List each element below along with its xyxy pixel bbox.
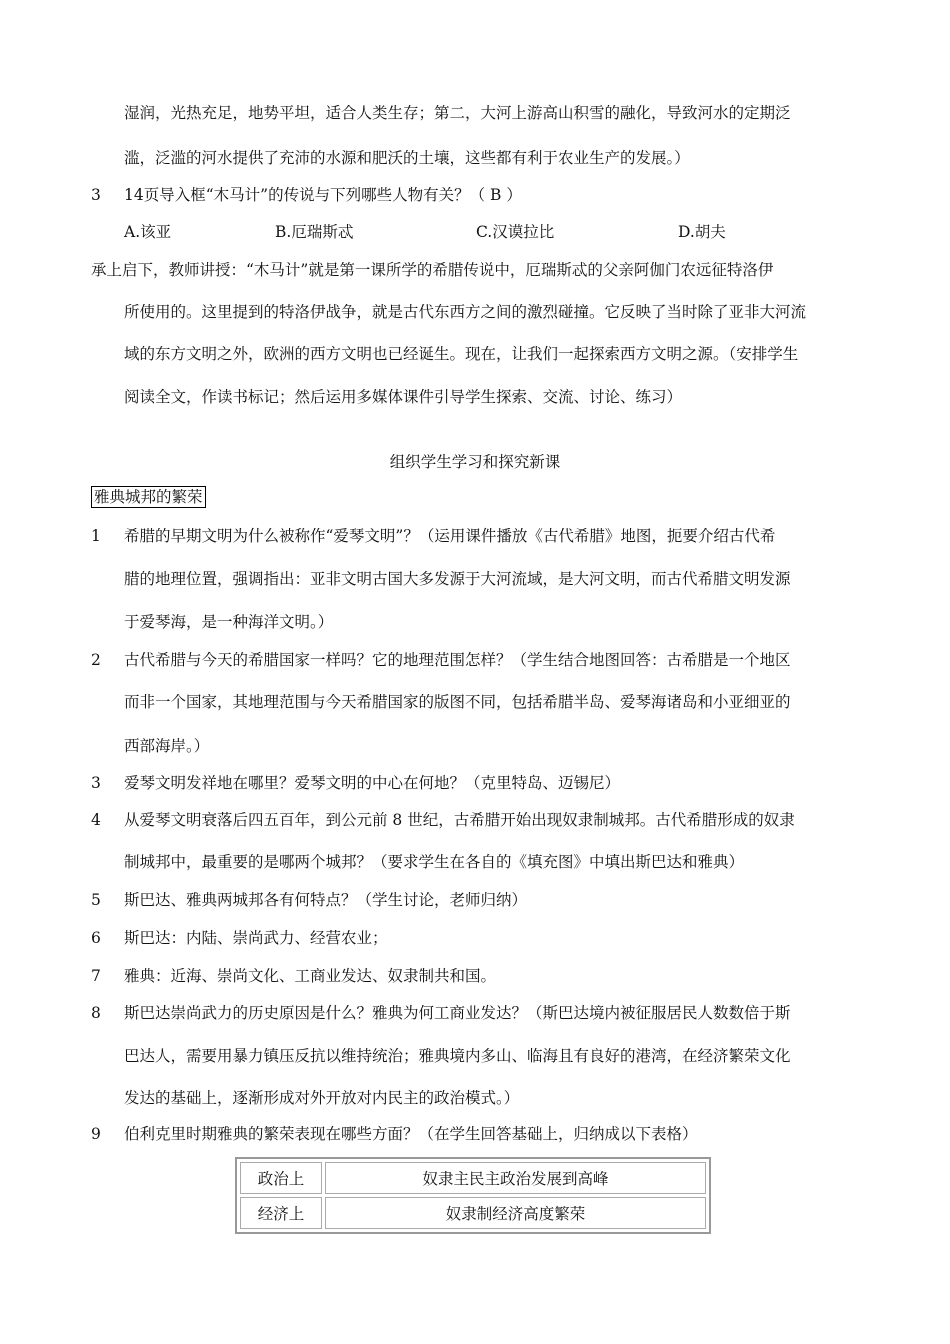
q3-option-b: B.厄瑞斯忒 — [275, 223, 354, 241]
item-line: 古代希腊与今天的希腊国家一样吗？它的地理范围怎样？（学生结合地图回答：古希腊是一个地区 — [124, 651, 791, 669]
item-line: 腊的地理位置，强调指出：亚非文明古国大多发源于大河流域，是大河文明，而古代希腊文明发源 — [124, 570, 791, 588]
section-title: 组织学生学习和探究新课 — [389, 453, 561, 471]
intro-line-2: 滥，泛滥的河水提供了充沛的水源和肥沃的土壤，这些都有利于农业生产的发展。） — [124, 149, 690, 167]
q3-number: 3 — [91, 186, 101, 204]
item-line: 巴达人，需要用暴力镇压反抗以维持统治；雅典境内多山、临海且有良好的港湾，在经济繁荣文化 — [124, 1047, 791, 1065]
item-line: 希腊的早期文明为什么被称作“爱琴文明”？（运用课件播放《古代希腊》地图，扼要介绍古代希 — [124, 527, 776, 545]
summary-table — [235, 1157, 711, 1234]
transition-line-4: 阅读全文，作读书标记；然后运用多媒体课件引导学生探索、交流、讨论、练习） — [124, 388, 683, 406]
item-line: 爱琴文明发祥地在哪里？爱琴文明的中心在何地？（克里特岛、迈锡尼） — [124, 774, 621, 792]
item-line: 伯利克里时期雅典的繁荣表现在哪些方面？（在学生回答基础上，归纳成以下表格） — [124, 1125, 698, 1143]
item-line: 斯巴达：内陆、崇尚武力、经营农业； — [124, 929, 388, 947]
item-line: 于爱琴海，是一种海洋文明。） — [124, 613, 334, 631]
item-number: 2 — [91, 651, 101, 669]
section-heading: 雅典城邦的繁荣 — [91, 486, 206, 508]
item-line: 西部海岸。） — [124, 737, 210, 755]
q3-option-d: D.胡夫 — [678, 223, 726, 241]
item-line: 斯巴达、雅典两城邦各有何特点？（学生讨论，老师归纳） — [124, 891, 528, 909]
transition-line-2: 所使用的。这里提到的特洛伊战争，就是古代东西方之间的激烈碰撞。它反映了当时除了亚非大河流 — [124, 303, 807, 321]
table-row — [240, 1197, 706, 1229]
q3-option-a: A.该亚 — [124, 223, 172, 241]
item-number: 9 — [91, 1125, 101, 1143]
table-cell-value: 奴隶主民主政治发展到高峰 — [325, 1162, 706, 1194]
item-line: 斯巴达崇尚武力的历史原因是什么？雅典为何工商业发达？（斯巴达境内被征服居民人数数倍于斯 — [124, 1004, 791, 1022]
item-number: 4 — [91, 811, 101, 829]
table-row — [240, 1162, 706, 1194]
item-number: 1 — [91, 527, 101, 545]
q3-option-c: C.汉谟拉比 — [476, 223, 555, 241]
table-cell-value: 奴隶制经济高度繁荣 — [325, 1197, 706, 1229]
item-number: 8 — [91, 1004, 101, 1022]
transition-line-1: 承上启下，教师讲授：“木马计”就是第一课所学的希腊传说中，厄瑞斯忒的父亲阿伽门农远征特洛伊 — [91, 261, 774, 279]
item-line: 从爱琴文明衰落后四五百年，到公元前 8 世纪，古希腊开始出现奴隶制城邦。古代希腊形成的奴隶 — [124, 811, 795, 829]
table-cell-label: 经济上 — [240, 1197, 322, 1229]
intro-line-1: 湿润，光热充足，地势平坦，适合人类生存；第二，大河上游高山积雪的融化，导致河水的定期泛 — [124, 104, 791, 122]
q3-text: 14页导入框“木马计”的传说与下列哪些人物有关？（ B ） — [124, 186, 522, 204]
item-number: 6 — [91, 929, 101, 947]
item-line: 发达的基础上，逐渐形成对外开放对内民主的政治模式。） — [124, 1089, 520, 1107]
item-line: 制城邦中，最重要的是哪两个城邦？（要求学生在各自的《填充图》中填出斯巴达和雅典） — [124, 853, 745, 871]
item-line: 雅典：近海、崇尚文化、工商业发达、奴隶制共和国。 — [124, 967, 497, 985]
table-cell-label: 政治上 — [240, 1162, 322, 1194]
item-number: 7 — [91, 967, 101, 985]
item-line: 而非一个国家，其地理范围与今天希腊国家的版图不同，包括希腊半岛、爱琴海诸岛和小亚细亚的 — [124, 693, 791, 711]
item-number: 5 — [91, 891, 101, 909]
transition-line-3: 域的东方文明之外，欧洲的西方文明也已经诞生。现在，让我们一起探索西方文明之源。（安排学生 — [124, 345, 799, 363]
item-number: 3 — [91, 774, 101, 792]
